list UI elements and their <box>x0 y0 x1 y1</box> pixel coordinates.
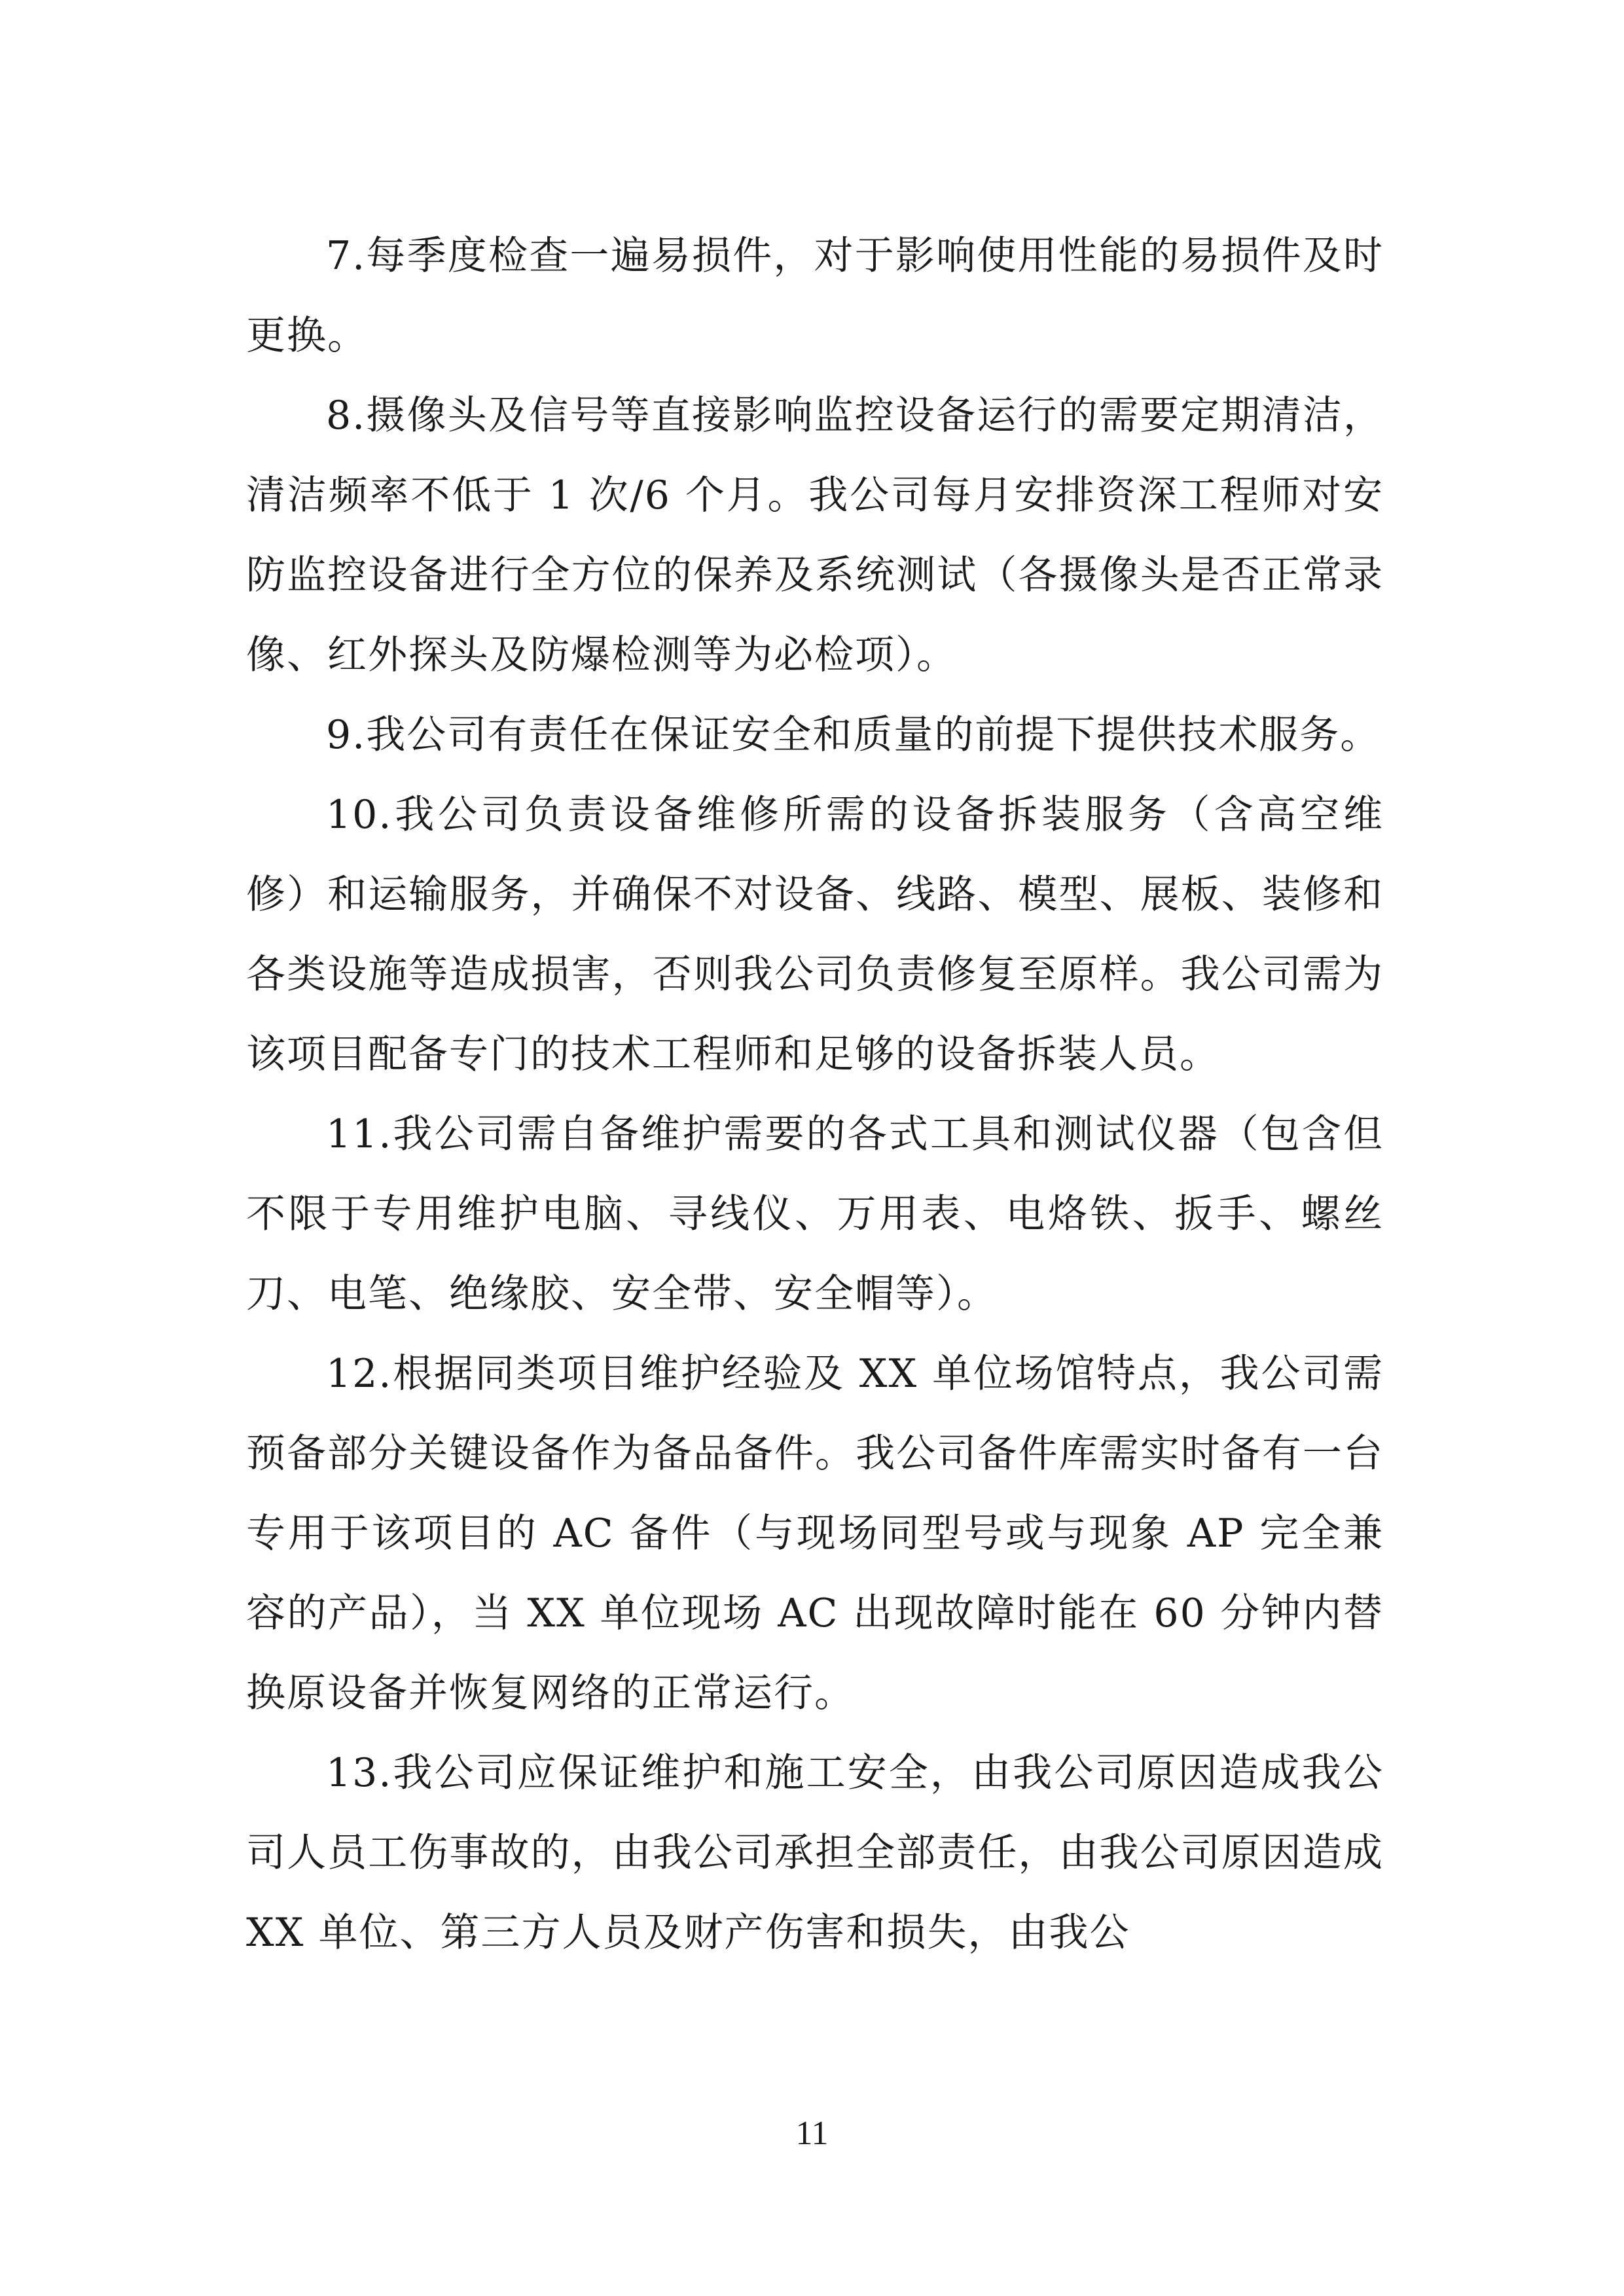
paragraph-9: 9.我公司有责任在保证安全和质量的前提下提供技术服务。 <box>326 712 1381 758</box>
page-number: 11 <box>795 2115 829 2152</box>
paragraph-11: 11.我公司需自备维护需要的各式工具和测试仪器（包含但不限于专用维护电脑、寻线仪、万用表、电烙铁、扳手、螺丝刀、电笔、绝缘胶、安全带、安全帽等）。 <box>246 1111 1384 1317</box>
paragraph-7: 7.每季度检查一遍易损件，对于影响使用性能的易损件及时更换。 <box>246 233 1384 359</box>
paragraph-12: 12.根据同类项目维护经验及 XX 单位场馆特点，我公司需预备部分关键设备作为备品备件。我公司备件库需实时备有一台专用于该项目的 AC 备件（与现场同型号或与现象 AP 完全兼容的产品），当 XX 单位现场 AC 出现故障时能在 60 分钟内替换原设备并恢复网络的正常运行。 <box>246 1351 1384 1716</box>
document-body <box>246 216 1384 1973</box>
paragraph-13: 13.我公司应保证维护和施工安全，由我公司原因造成我公司人员工伤事故的，由我公司承担全部责任，由我公司原因造成 XX 单位、第三方人员及财产伤害和损失，由我公 <box>246 1750 1384 1956</box>
paragraph-8: 8.摄像头及信号等直接影响监控设备运行的需要定期清洁，清洁频率不低于 1 次/6 个月。我公司每月安排资深工程师对安防监控设备进行全方位的保养及系统测试（各摄像头是否正常录像、红外探头及防爆检测等为必检项）。 <box>246 393 1384 678</box>
paragraph-10: 10.我公司负责设备维修所需的设备拆装服务（含高空维修）和运输服务，并确保不对设备、线路、模型、展板、装修和各类设施等造成损害，否则我公司负责修复至原样。我公司需为该项目配备专门的技术工程师和足够的设备拆装人员。 <box>246 792 1384 1077</box>
